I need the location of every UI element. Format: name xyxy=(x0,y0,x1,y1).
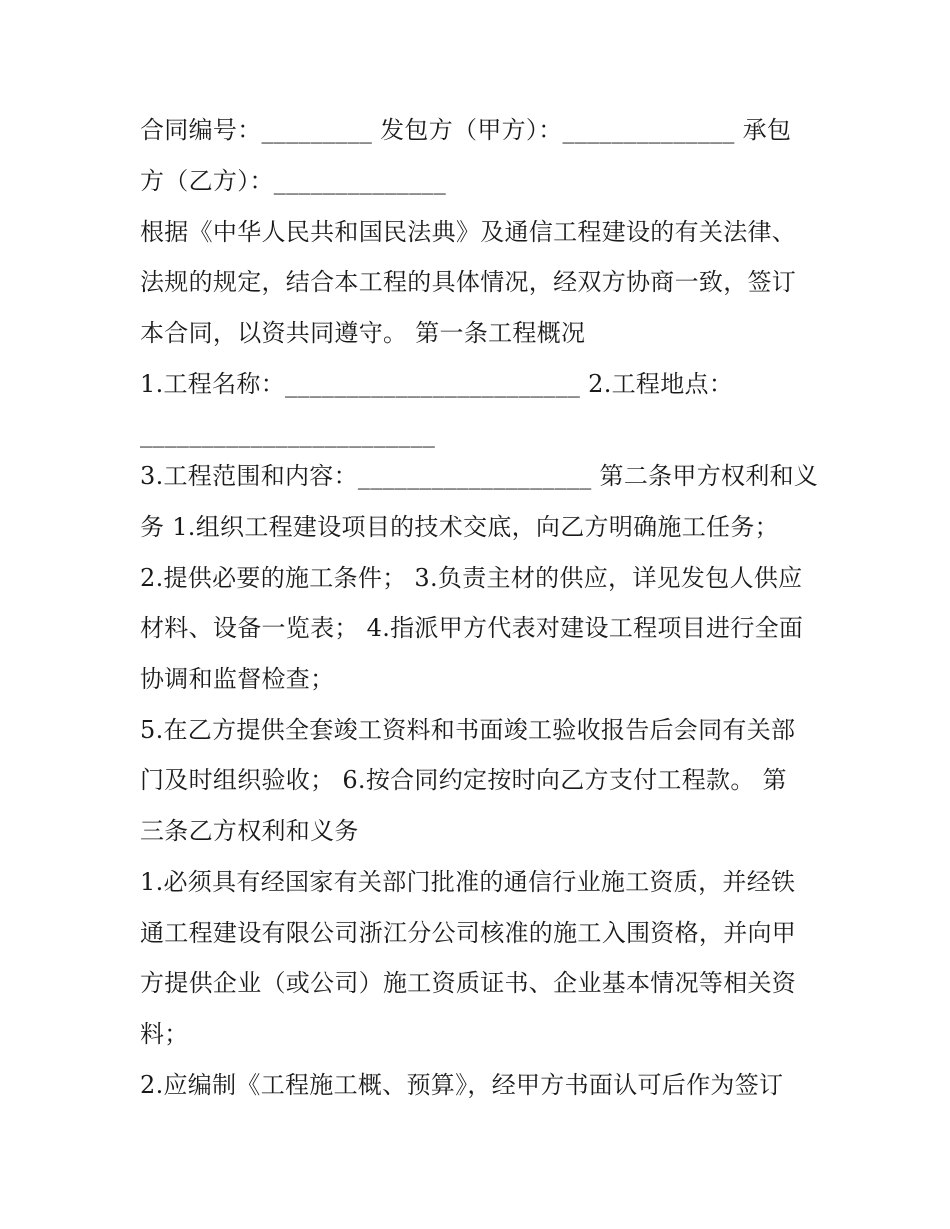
text-line: 门及时组织验收； 6.按合同约定按时向乙方支付工程款。 第 xyxy=(140,766,787,794)
text-line: 料； xyxy=(140,1020,189,1048)
text-line: 通工程建设有限公司浙江分公司核准的施工入围资格，并向甲 xyxy=(140,919,797,947)
text-line: ________________________ xyxy=(140,420,436,448)
text-line: 2.提供必要的施工条件； 3.负责主材的供应，详见发包人供应 xyxy=(140,564,803,592)
text-line: 3.工程范围和内容：___________________ 第二条甲方权利和义 xyxy=(140,462,819,490)
text-line: 方提供企业（或公司）施工资质证书、企业基本情况等相关资 xyxy=(140,969,797,997)
text-line: 务 1.组织工程建设项目的技术交底，向乙方明确施工任务； xyxy=(140,513,779,541)
text-line: 1.必须具有经国家有关部门批准的通信行业施工资质，并经铁 xyxy=(140,868,796,896)
text-line: 5.在乙方提供全套竣工资料和书面竣工验收报告后会同有关部 xyxy=(140,716,796,744)
text-line: 三条乙方权利和义务 xyxy=(140,817,359,845)
text-line: 方（乙方）：______________ xyxy=(140,167,446,195)
text-line: 1.工程名称：________________________ 2.工程地点： xyxy=(140,370,734,398)
text-line: 材料、设备一览表； 4.指派甲方代表对建设工程项目进行全面 xyxy=(140,614,804,642)
text-line: 法规的规定，结合本工程的具体情况，经双方协商一致，签订 xyxy=(140,268,797,296)
text-line: 协调和监督检查； xyxy=(140,665,335,693)
text-line: 根据《中华人民共和国民法典》及通信工程建设的有关法律、 xyxy=(140,218,797,246)
text-line: 本合同，以资共同遵守。 第一条工程概况 xyxy=(140,319,586,347)
text-line: 2.应编制《工程施工概、预算》，经甲方书面认可后作为签订 xyxy=(140,1071,784,1099)
text-line: 合同编号：_________ 发包方（甲方）：______________ 承包 xyxy=(140,116,792,144)
